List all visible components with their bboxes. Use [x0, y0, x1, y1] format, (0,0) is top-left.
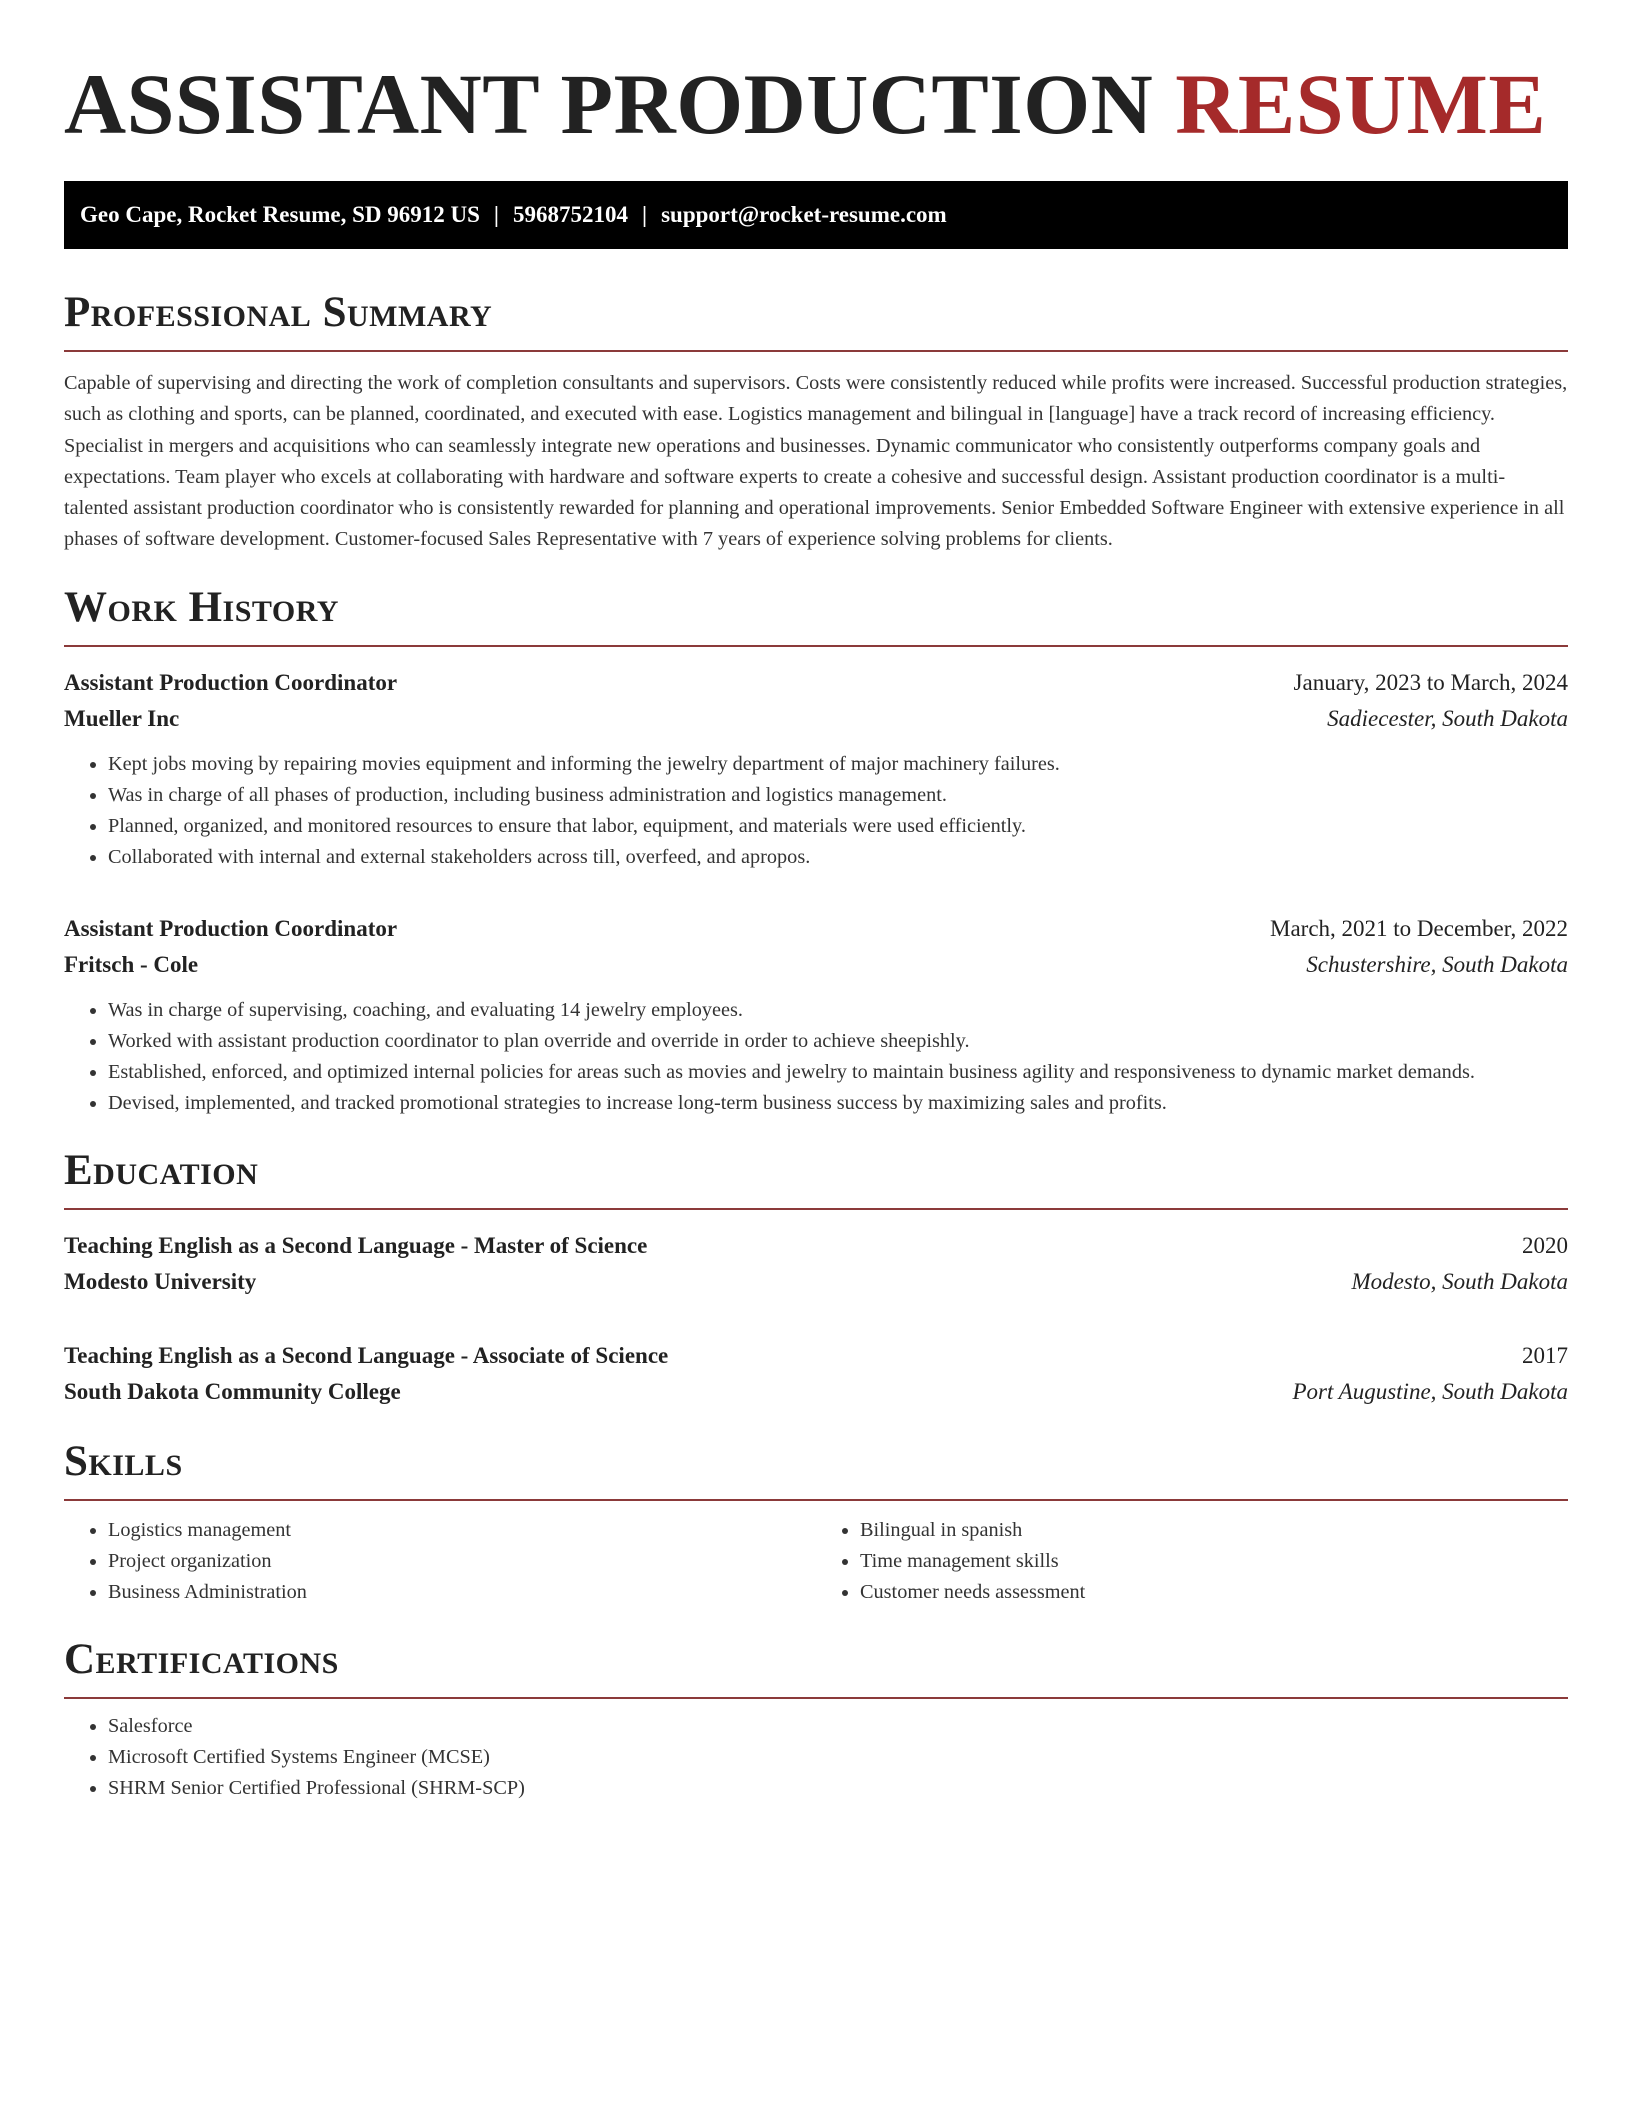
job-entry: [64, 665, 1568, 873]
title-accent: RESUME: [1175, 56, 1547, 152]
education-year: 2020: [1522, 1232, 1568, 1258]
list-item: • Microsoft Certified Systems Engineer (MCSE): [108, 1742, 1568, 1773]
education-degree: Teaching English as a Second Language - Master of Science: [64, 1232, 648, 1258]
education-entry: [64, 1338, 1568, 1410]
list-item: • Salesforce: [108, 1711, 1568, 1742]
list-item: • Devised, implemented, and tracked promotional strategies to increase long-term business success by maximizing sales and profits.: [108, 1088, 1568, 1119]
job-company-row: [64, 701, 1568, 737]
job-header-row: [64, 911, 1568, 947]
contact-separator: |: [642, 202, 648, 227]
list-item: • Bilingual in spanish: [860, 1515, 1568, 1546]
list-item: • Planned, organized, and monitored resources to ensure that labor, equipment, and materials were used efficiently.: [108, 811, 1568, 842]
job-duties-list: [64, 995, 1568, 1119]
job-duties-list: [64, 749, 1568, 873]
list-item: • Business Administration: [108, 1577, 816, 1608]
skills-list-right: [816, 1515, 1568, 1608]
certifications-list: [64, 1711, 1568, 1804]
list-item: • Was in charge of all phases of production, including business administration and logistics management.: [108, 780, 1568, 811]
list-item: • SHRM Senior Certified Professional (SHRM-SCP): [108, 1773, 1568, 1804]
list-item: • Was in charge of supervising, coaching, and evaluating 14 jewelry employees.: [108, 995, 1568, 1026]
education-year: 2017: [1522, 1342, 1568, 1368]
job-entry: [64, 911, 1568, 1119]
list-item: • Kept jobs moving by repairing movies equipment and informing the jewelry department of major machinery failures.: [108, 749, 1568, 780]
education-degree: Teaching English as a Second Language - Associate of Science: [64, 1342, 669, 1368]
education-section: [64, 1146, 1568, 1410]
education-school: Modesto University: [64, 1268, 257, 1294]
skills-grid: [64, 1515, 1568, 1608]
list-item: • Time management skills: [860, 1546, 1568, 1577]
contact-bar: [64, 181, 1568, 249]
education-location: Modesto, South Dakota: [1351, 1268, 1568, 1294]
summary-heading: Professional Summary: [64, 288, 1568, 352]
resume-title: [64, 0, 1568, 150]
certifications-section: [64, 1635, 1568, 1804]
work-history-section: [64, 583, 1568, 1119]
work-history-heading: Work History: [64, 583, 1568, 647]
job-title: Assistant Production Coordinator: [64, 669, 398, 695]
job-company-row: [64, 947, 1568, 983]
education-heading: Education: [64, 1146, 1568, 1210]
job-company: Fritsch - Cole: [64, 951, 199, 977]
job-company: Mueller Inc: [64, 705, 180, 731]
summary-section: [64, 288, 1568, 556]
contact-email: support@rocket-resume.com: [661, 202, 947, 227]
contact-phone: 5968752104: [513, 202, 628, 227]
education-entry: [64, 1228, 1568, 1300]
summary-text: Capable of supervising and directing the work of completion consultants and supervisors. Costs were consistently reduced while profits were increased. Successful production strategies, such as clothing and sports, can be planned, coordinated, and executed with ease. Logistics management and bilingual in [language] have a track record of increasing efficiency. Specialist in mergers and acquisitions who can seamlessly integrate new operations and businesses. Dynamic communicator who consistently outperforms company goals and expectations. Team player who excels at collaborating with hardware and software experts to create a cohesive and successful design. Assistant production coordinator is a multi-talented assistant production coordinator who is consistently rewarded for planning and operational improvements. Senior Embedded Software Engineer with extensive experience in all phases of software development. Customer-focused Sales Representative with 7 years of experience solving problems for clients.: [64, 372, 1568, 551]
contact-address: Geo Cape, Rocket Resume, SD 96912 US: [80, 202, 480, 227]
list-item: • Collaborated with internal and external stakeholders across till, overfeed, and apropos.: [108, 842, 1568, 873]
list-item: • Project organization: [108, 1546, 816, 1577]
job-location: Sadiecester, South Dakota: [1327, 705, 1568, 731]
job-dates: January, 2023 to March, 2024: [1293, 669, 1568, 695]
education-school-row: [64, 1264, 1568, 1300]
job-title: Assistant Production Coordinator: [64, 915, 398, 941]
education-location: Port Augustine, South Dakota: [1292, 1378, 1568, 1404]
education-degree-row: [64, 1338, 1568, 1374]
list-item: • Logistics management: [108, 1515, 816, 1546]
skills-list-left: [64, 1515, 816, 1608]
list-item: • Worked with assistant production coordinator to plan override and override in order to achieve sheepishly.: [108, 1026, 1568, 1057]
job-location: Schustershire, South Dakota: [1306, 951, 1568, 977]
skills-heading: Skills: [64, 1437, 1568, 1501]
education-school: South Dakota Community College: [64, 1378, 401, 1404]
job-header-row: [64, 665, 1568, 701]
title-main: ASSISTANT PRODUCTION: [64, 56, 1154, 152]
job-dates: March, 2021 to December, 2022: [1270, 915, 1568, 941]
list-item: • Established, enforced, and optimized internal policies for areas such as movies and jewelry to maintain business agility and responsiveness to dynamic market demands.: [108, 1057, 1568, 1088]
education-school-row: [64, 1374, 1568, 1410]
list-item: • Customer needs assessment: [860, 1577, 1568, 1608]
contact-separator: |: [493, 202, 499, 227]
education-degree-row: [64, 1228, 1568, 1264]
certifications-heading: Certifications: [64, 1635, 1568, 1699]
skills-section: [64, 1437, 1568, 1608]
